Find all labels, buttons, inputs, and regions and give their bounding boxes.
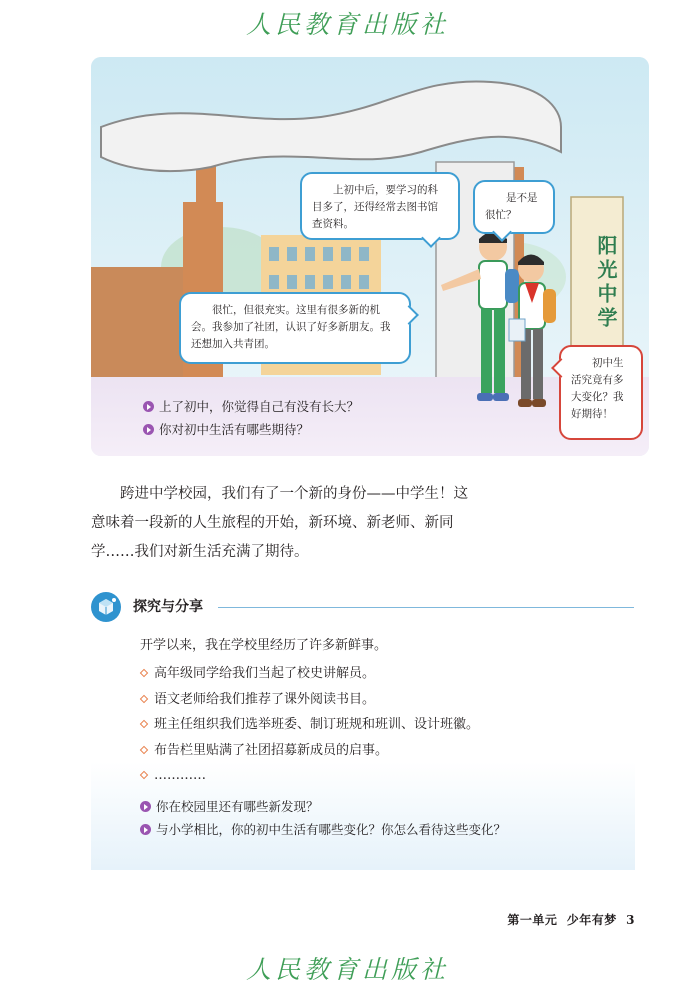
page-number: 3 (626, 913, 635, 927)
diamond-bullet-icon (140, 720, 149, 729)
cube-icon (91, 592, 121, 622)
diamond-bullet-icon (140, 669, 149, 678)
page-footer (507, 911, 635, 928)
purple-arrow-icon (140, 824, 151, 835)
bubble-text: 上初中后，要学习的科目多了，还得经常去图书馆查资料。 (312, 184, 438, 230)
purple-arrow-icon (140, 801, 151, 812)
explore-share-box (91, 630, 635, 870)
bubble-text: 很忙，但很充实。这里有很多新的机会。我参加了社团，认识了好多新朋友。我还想加入共青团。 (191, 304, 391, 350)
list-item (140, 738, 479, 764)
speech-bubble-bottom-right (559, 345, 643, 440)
list-item (140, 661, 479, 687)
explore-question (140, 818, 506, 841)
speech-bubble-top-right (473, 180, 555, 234)
speech-bubble-middle-left (179, 292, 411, 364)
question-text: 你在校园里还有哪些新发现？ (156, 799, 319, 814)
scene-question (143, 395, 359, 418)
list-item-text: 班主任组织我们选举班委、制订班规和班训、设计班徽。 (154, 717, 480, 732)
intro-paragraph (91, 480, 511, 567)
list-item (140, 687, 479, 713)
publisher-logo-top: 人民教育出版社 (245, 10, 449, 39)
footer-unit: 第一单元 (507, 913, 558, 927)
explore-intro: 开学以来，我在学校里经历了许多新鲜事。 (140, 638, 388, 653)
bubble-text: 是不是很忙？ (485, 192, 538, 221)
school-sign: 阳光中学 (594, 235, 618, 331)
list-item (140, 763, 479, 789)
list-item-text: 语文老师给我们推荐了课外阅读书目。 (154, 691, 376, 707)
question-text: 上了初中，你觉得自己有没有长大？ (159, 399, 360, 414)
publisher-logo-bottom: 人民教育出版社 (245, 955, 449, 984)
explore-bullet-list (140, 661, 479, 789)
explore-questions (140, 795, 506, 841)
purple-arrow-icon (143, 401, 154, 412)
diamond-bullet-icon (140, 746, 149, 755)
school-gate-illustration (91, 57, 649, 456)
diamond-bullet-icon (140, 695, 149, 704)
speech-bubble-top-left (300, 172, 460, 240)
list-item-text: ………… (154, 768, 206, 783)
paragraph-line: 意味着一段新的人生旅程的开始，新环境、新老师、新同 (91, 515, 454, 531)
paragraph-line: 学……我们对新生活充满了期待。 (91, 544, 309, 560)
purple-arrow-icon (143, 424, 154, 435)
question-text: 你对初中生活有哪些期待？ (159, 422, 310, 437)
list-item-text: 布告栏里贴满了社团招募新成员的启事。 (154, 742, 389, 758)
explore-share-icon (91, 592, 121, 622)
list-item (140, 712, 479, 738)
footer-unit-title: 少年有梦 (566, 913, 617, 927)
explore-question (140, 795, 506, 818)
list-item-text: 高年级同学给我们当起了校史讲解员。 (154, 666, 376, 681)
bubble-text: 初中生活究竟有多大变化？我好期待！ (571, 357, 624, 420)
question-text: 与小学相比，你的初中生活有哪些变化？你怎么看待这些变化？ (156, 822, 507, 837)
paragraph-line: 跨进中学校园，我们有了一个新的身份——中学生！这 (120, 486, 468, 502)
section-divider (218, 607, 634, 608)
scene-questions (143, 395, 359, 441)
scene-question (143, 418, 359, 441)
diamond-bullet-icon (140, 771, 149, 780)
section-title: 探究与分享 (133, 599, 203, 615)
